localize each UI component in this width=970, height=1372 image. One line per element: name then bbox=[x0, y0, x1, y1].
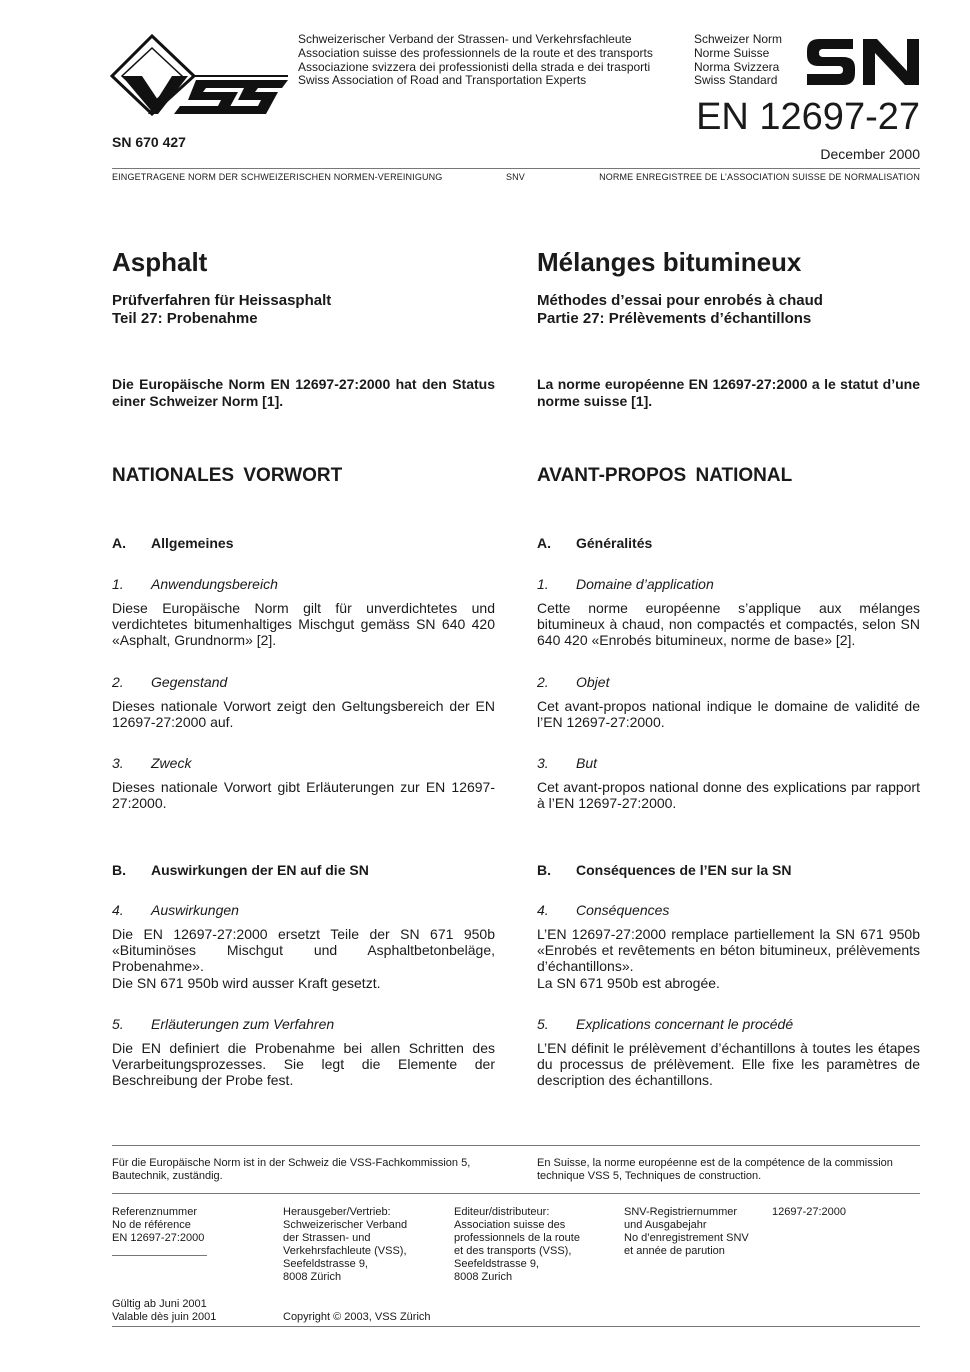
section-a-heading-de bbox=[112, 535, 233, 551]
validity bbox=[112, 1298, 216, 1324]
reference-value: EN 12697-27:2000 bbox=[112, 1232, 205, 1244]
reference-label-fr: No de référence bbox=[112, 1219, 191, 1231]
association-name-de: Schweizerischer Verband der Strassen- und Verkehrsfachleute bbox=[298, 32, 632, 46]
item-5-text-fr: L’EN définit le prélèvement d’échantillons à toutes les étapes du processus de prélèvement. Elle fixe les paramètres de description des échantillons. bbox=[537, 1040, 920, 1089]
status-fr: La norme européenne EN 12697-27:2000 a le statut d’une norme suisse [1]. bbox=[537, 376, 920, 409]
footer-divider-top bbox=[112, 1145, 920, 1146]
subtitle-fr-line2: Partie 27: Prélèvements d’échantillons bbox=[537, 310, 812, 327]
item-2-text-fr: Cet avant-propos national indique le domaine de validité de l’EN 12697-27:2000. bbox=[537, 698, 920, 731]
item-3-title-de: Zweck bbox=[151, 755, 192, 771]
reference-number bbox=[112, 1206, 204, 1245]
reference-label-de: Referenznummer bbox=[112, 1206, 197, 1218]
header-divider bbox=[112, 168, 920, 169]
item-1-text-fr: Cette norme européenne s’applique aux mélanges bitumineux à chaud, non compactés et compactés, selon SN 640 420 «Enrobés bitumineux, norme de base» [2]. bbox=[537, 600, 920, 649]
subtitle-de-line2: Teil 27: Probenahme bbox=[112, 310, 258, 327]
vss-logo bbox=[110, 34, 290, 121]
item-1-heading-fr bbox=[537, 576, 714, 592]
item-3-heading-fr bbox=[537, 755, 597, 771]
snv-registration-value: 12697-27:2000 bbox=[772, 1206, 847, 1218]
item-4-number-de: 4. bbox=[112, 902, 124, 918]
section-a-title-fr: Généralités bbox=[576, 535, 653, 551]
item-5-number-fr: 5. bbox=[537, 1016, 549, 1032]
footer-divider-bottom bbox=[112, 1326, 920, 1327]
item-2-heading-de bbox=[112, 674, 227, 690]
publisher-fr-line3: professionnels de la route bbox=[454, 1232, 580, 1244]
publisher-de-line3: der Strassen- und bbox=[283, 1232, 371, 1244]
section-a-number-fr: A. bbox=[537, 535, 551, 551]
footer-divider-middle bbox=[112, 1193, 920, 1194]
publisher-fr-line5: Seefeldstrasse 9, bbox=[454, 1258, 539, 1270]
association-name-en: Swiss Association of Road and Transportation Experts bbox=[298, 73, 587, 88]
item-4-text-fr: L’EN 12697-27:2000 remplace partiellement la SN 671 950b «Enrobés et revêtements en béton bitumineux, prélèvements d’échantillons». bbox=[537, 926, 920, 975]
snv-registration-line1: SNV-Registriernummer bbox=[624, 1206, 738, 1218]
responsibility-fr: En Suisse, la norme européenne est de la compétence de la commission technique VSS 5, Techniques de construction. bbox=[537, 1157, 893, 1182]
item-1-number-de: 1. bbox=[112, 576, 124, 592]
item-3-text-fr: Cet avant-propos national donne des explications par rapport à l’EN 12697-27:2000. bbox=[537, 779, 920, 812]
item-4-number-fr: 4. bbox=[537, 902, 549, 918]
snv-registration bbox=[624, 1206, 749, 1258]
subtitle-fr bbox=[537, 292, 823, 328]
standard-name-fr: Norme Suisse bbox=[694, 45, 770, 60]
title-fr: Mélanges bitumineux bbox=[537, 247, 802, 277]
item-5-title-de: Erläuterungen zum Verfahren bbox=[151, 1016, 335, 1032]
sn-logo bbox=[805, 37, 921, 92]
section-b-heading-de bbox=[112, 862, 369, 878]
responsibility-de: Für die Europäische Norm ist in der Schweiz die VSS-Fachkommission 5, Bautechnik, zuständig. bbox=[112, 1157, 471, 1182]
item-3-number-de: 3. bbox=[112, 755, 124, 771]
item-5-number-de: 5. bbox=[112, 1016, 124, 1032]
section-b-number-de: B. bbox=[112, 862, 126, 878]
association-name-fr: Association suisse des professionnels de la route et des transports bbox=[298, 45, 653, 60]
association-name-it: Associazione svizzera dei professionisti della strada e dei trasporti bbox=[298, 59, 651, 74]
item-1-heading-de bbox=[112, 576, 278, 592]
item-2-heading-fr bbox=[537, 674, 609, 690]
copyright: Copyright © 2003, VSS Zürich bbox=[283, 1311, 431, 1323]
sn-number: SN 670 427 bbox=[112, 134, 186, 150]
publisher-fr-line6: 8008 Zurich bbox=[454, 1271, 513, 1283]
item-1-text-de: Diese Europäische Norm gilt für unverdichtetes und verdichtetes bitumenhaltiges Mischgut gemäss SN 640 420 «Asphalt, Grundnorm» [2]. bbox=[112, 600, 495, 649]
snv-registration-line2: und Ausgabejahr bbox=[624, 1219, 707, 1231]
status-de: Die Europäische Norm EN 12697-27:2000 hat den Status einer Schweizer Norm [1]. bbox=[112, 376, 495, 409]
item-1-title-de: Anwendungsbereich bbox=[151, 576, 278, 592]
section-b-title-fr: Conséquences de l’EN sur la SN bbox=[576, 862, 792, 878]
document-number: EN 12697-27 bbox=[696, 96, 920, 138]
publisher-de-line1: Herausgeber/Vertrieb: bbox=[283, 1206, 391, 1218]
snv-registration-line4: et année de parution bbox=[624, 1245, 725, 1257]
item-2-text-de: Dieses nationale Vorwort zeigt den Geltungsbereich der EN 12697-27:2000 auf. bbox=[112, 698, 495, 731]
item-5-heading-fr bbox=[537, 1016, 793, 1032]
section-b-heading-fr bbox=[537, 862, 792, 878]
publisher-fr-line1: Editeur/distributeur: bbox=[454, 1206, 550, 1218]
publisher-de-line5: Seefeldstrasse 9, bbox=[283, 1258, 368, 1270]
publication-date: December 2000 bbox=[820, 146, 920, 162]
snv-registration-line3: No d’enregistrement SNV bbox=[624, 1232, 749, 1244]
item-4-text2-de: Die SN 671 950b wird ausser Kraft gesetzt. bbox=[112, 975, 381, 991]
standard-name-it: Norma Svizzera bbox=[694, 59, 780, 74]
item-3-heading-de bbox=[112, 755, 191, 771]
item-4-heading-fr bbox=[537, 902, 669, 918]
item-3-text-de: Dieses nationale Vorwort gibt Erläuterungen zur EN 12697-27:2000. bbox=[112, 779, 495, 812]
item-4-text2-fr: La SN 671 950b est abrogée. bbox=[537, 975, 720, 991]
publisher-fr bbox=[454, 1206, 580, 1284]
item-2-title-de: Gegenstand bbox=[151, 674, 228, 690]
subtitle-de-line1: Prüfverfahren für Heissasphalt bbox=[112, 292, 332, 309]
item-3-number-fr: 3. bbox=[537, 755, 549, 771]
item-4-heading-de bbox=[112, 902, 239, 918]
registration-text-snv: SNV bbox=[506, 172, 525, 182]
item-5-text-de: Die EN definiert die Probenahme bei allen Schritten des Verarbeitungsprozesses. Sie legt die Elemente der Beschreibung der Probe fest. bbox=[112, 1040, 495, 1089]
item-1-title-fr: Domaine d’application bbox=[576, 576, 714, 592]
registration-text-fr: NORME ENREGISTREE DE L’ASSOCIATION SUISSE DE NORMALISATION bbox=[599, 172, 920, 182]
publisher-de bbox=[283, 1206, 407, 1284]
preface-heading-de: NATIONALES VORWORT bbox=[112, 465, 343, 486]
section-a-title-de: Allgemeines bbox=[151, 535, 234, 551]
preface-heading-fr: AVANT-PROPOS NATIONAL bbox=[537, 465, 793, 486]
publisher-de-line6: 8008 Zürich bbox=[283, 1271, 342, 1283]
item-2-number-fr: 2. bbox=[537, 674, 549, 690]
publisher-fr-line4: et des transports (VSS), bbox=[454, 1245, 572, 1257]
standard-name-de: Schweizer Norm bbox=[694, 32, 783, 46]
registration-text-de: EINGETRAGENE NORM DER SCHWEIZERISCHEN NORMEN-VEREINIGUNG bbox=[112, 172, 443, 182]
item-5-heading-de bbox=[112, 1016, 334, 1032]
validity-de: Gültig ab Juni 2001 bbox=[112, 1298, 207, 1310]
section-a-number-de: A. bbox=[112, 535, 126, 551]
publisher-fr-line2: Association suisse des bbox=[454, 1219, 566, 1231]
publisher-de-line4: Verkehrsfachleute (VSS), bbox=[283, 1245, 407, 1257]
item-1-number-fr: 1. bbox=[537, 576, 549, 592]
association-names bbox=[298, 33, 653, 88]
reference-underline bbox=[112, 1255, 207, 1256]
item-4-title-de: Auswirkungen bbox=[151, 902, 239, 918]
validity-fr: Valable dès juin 2001 bbox=[112, 1311, 217, 1323]
section-b-number-fr: B. bbox=[537, 862, 551, 878]
item-4-title-fr: Conséquences bbox=[576, 902, 670, 918]
standard-type-names bbox=[694, 33, 782, 88]
section-b-title-de: Auswirkungen der EN auf die SN bbox=[151, 862, 369, 878]
item-2-number-de: 2. bbox=[112, 674, 124, 690]
publisher-de-line2: Schweizerischer Verband bbox=[283, 1219, 408, 1231]
subtitle-fr-line1: Méthodes d’essai pour enrobés à chaud bbox=[537, 292, 823, 309]
item-4-text-de: Die EN 12697-27:2000 ersetzt Teile der SN 671 950b «Bituminöses Mischgut und Asphaltbetonbeläge, Probenahme». bbox=[112, 926, 495, 975]
title-de: Asphalt bbox=[112, 247, 208, 277]
standard-name-en: Swiss Standard bbox=[694, 73, 778, 88]
item-5-title-fr: Explications concernant le procédé bbox=[576, 1016, 794, 1032]
item-2-title-fr: Objet bbox=[576, 674, 610, 690]
subtitle-de bbox=[112, 292, 331, 328]
section-a-heading-fr bbox=[537, 535, 652, 551]
item-3-title-fr: But bbox=[576, 755, 598, 771]
